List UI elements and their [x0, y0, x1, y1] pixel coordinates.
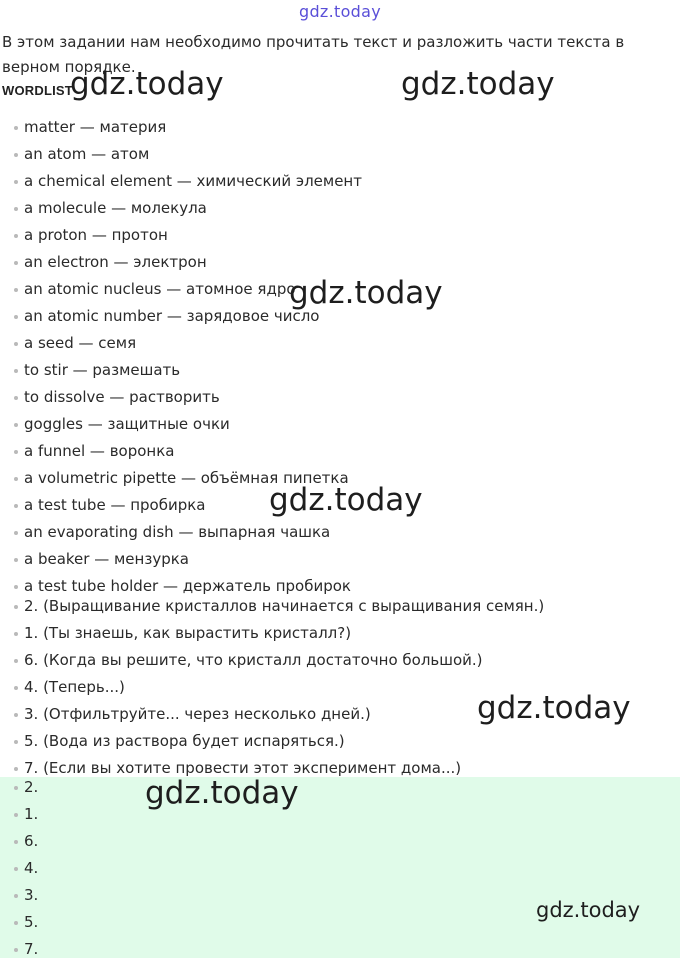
- wordlist-item: a beaker — мензурка: [0, 546, 680, 573]
- wordlist-item: a seed — семя: [0, 330, 680, 357]
- wordlist-item: goggles — защитные очки: [0, 411, 680, 438]
- answer-item: 4.: [0, 855, 680, 882]
- wordlist-item: to stir — размешать: [0, 357, 680, 384]
- order-item: 1. (Ты знаешь, как вырастить кристалл?): [0, 620, 680, 647]
- wordlist-item: a funnel — воронка: [0, 438, 680, 465]
- order-item: 2. (Выращивание кристаллов начинается с выращивания семян.): [0, 593, 680, 620]
- watermark: gdz.today: [145, 775, 299, 811]
- wordlist-item: an atomic nucleus — атомное ядро: [0, 276, 680, 303]
- wordlist-item: an evaporating dish — выпарная чашка: [0, 519, 680, 546]
- watermark: gdz.today: [536, 898, 641, 922]
- order-item: 5. (Вода из раствора будет испаряться.): [0, 728, 680, 755]
- answer-list: [0, 774, 680, 963]
- watermark: gdz.today: [289, 275, 443, 311]
- wordlist-item: a chemical element — химический элемент: [0, 168, 680, 195]
- answer-item: 2.: [0, 774, 680, 801]
- watermark: gdz.today: [401, 66, 555, 102]
- wordlist-item: an atom — атом: [0, 141, 680, 168]
- watermark: gdz.today: [477, 690, 631, 726]
- wordlist: [0, 114, 680, 600]
- wordlist-item: a volumetric pipette — объёмная пипетка: [0, 465, 680, 492]
- wordlist-item: an electron — электрон: [0, 249, 680, 276]
- wordlist-item: a test tube holder — держатель пробирок: [0, 573, 680, 600]
- answer-item: 6.: [0, 828, 680, 855]
- wordlist-item: a test tube — пробирка: [0, 492, 680, 519]
- wordlist-item: a molecule — молекула: [0, 195, 680, 222]
- answer-item: 3.: [0, 882, 680, 909]
- answer-item: 7.: [0, 936, 680, 963]
- wordlist-item: an atomic number — зарядовое число: [0, 303, 680, 330]
- order-item: 6. (Когда вы решите, что кристалл достаточно большой.): [0, 647, 680, 674]
- answer-item: 1.: [0, 801, 680, 828]
- wordlist-item: matter — материя: [0, 114, 680, 141]
- order-item: 3. (Отфильтруйте... через несколько дней.): [0, 701, 680, 728]
- wordlist-item: a proton — протон: [0, 222, 680, 249]
- watermark: gdz.today: [269, 482, 423, 518]
- answer-item: 5.: [0, 909, 680, 936]
- order-item: 7. (Если вы хотите провести этот эксперимент дома...): [0, 755, 680, 782]
- order-item: 4. (Теперь...): [0, 674, 680, 701]
- site-header-logo[interactable]: gdz.today: [299, 2, 381, 21]
- watermark: gdz.today: [70, 66, 224, 102]
- paragraph-order-list: [0, 593, 680, 782]
- wordlist-heading: WORDLIST: [2, 83, 73, 98]
- wordlist-item: to dissolve — растворить: [0, 384, 680, 411]
- task-intro-text: В этом задании нам необходимо прочитать текст и разложить части текста в верном порядке.: [2, 33, 625, 76]
